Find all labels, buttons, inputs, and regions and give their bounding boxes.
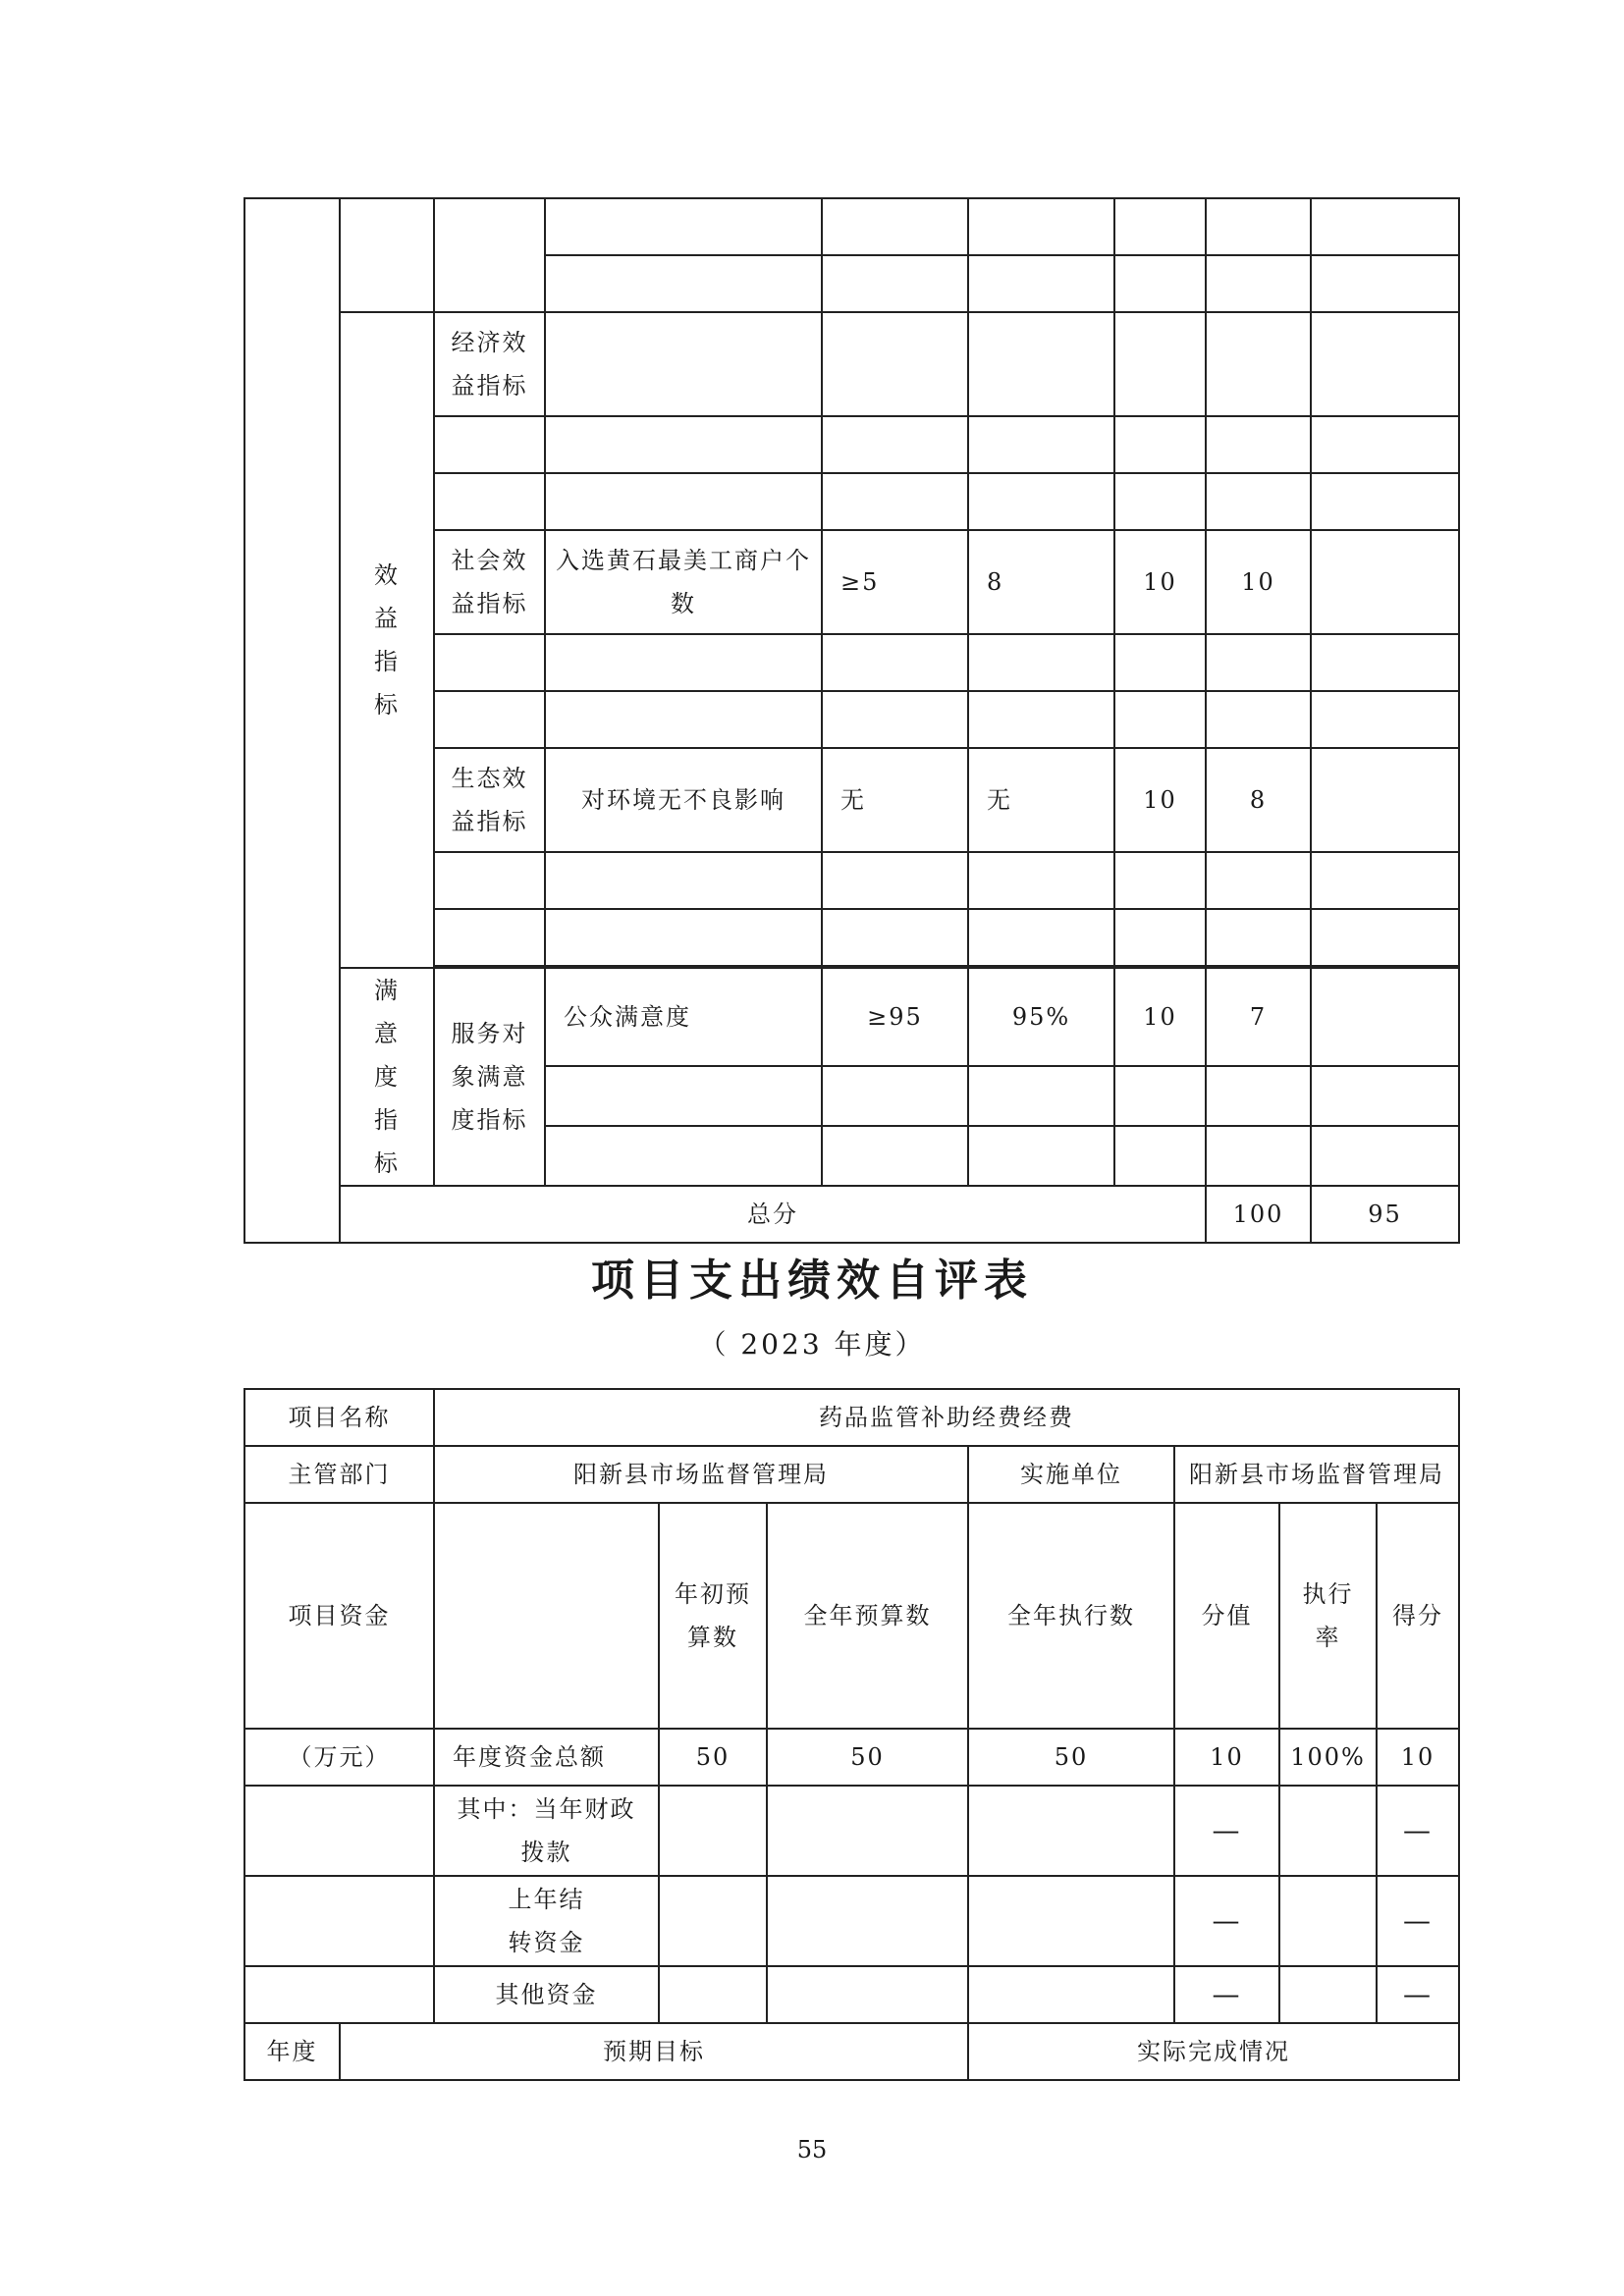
carryover-weight-dash: — <box>1174 1876 1279 1966</box>
impl-label: 实施单位 <box>968 1446 1174 1503</box>
year-label: 年度 <box>244 2023 340 2080</box>
total-label: 总分 <box>340 1186 1206 1243</box>
satisfaction-weight: 10 <box>1114 968 1206 1066</box>
table-row <box>244 1729 1459 1786</box>
expected-goal-label: 预期目标 <box>340 2023 968 2080</box>
satisfaction-indicator-label: 满意度指标 <box>340 968 434 1186</box>
dept-label: 主管部门 <box>244 1446 434 1503</box>
funds-label: 项目资金 <box>244 1503 434 1729</box>
social-actual: 8 <box>968 530 1114 634</box>
funds-unit: （万元） <box>244 1729 434 1786</box>
project-name: 药品监管补助经费经费 <box>434 1389 1459 1446</box>
level2-cell <box>340 198 434 312</box>
annual-total-weight: 10 <box>1174 1729 1279 1786</box>
satisfaction-target: ≥95 <box>822 968 968 1066</box>
table-row <box>244 1966 1459 2023</box>
level3-cell <box>434 198 545 312</box>
table-row <box>244 1786 1459 1876</box>
eco-benefit-label: 生态效益指标 <box>434 748 545 852</box>
eco-target: 无 <box>822 748 968 852</box>
carryover-funds-label: 上年结转资金 <box>434 1876 659 1966</box>
social-target: ≥5 <box>822 530 968 634</box>
col-exec-rate: 执行率 <box>1279 1503 1377 1729</box>
fiscal-funds-label: 其中：当年财政拨款 <box>434 1786 659 1876</box>
satisfaction-actual: 95% <box>968 968 1114 1066</box>
satisfaction-indicator: 公众满意度 <box>545 968 822 1066</box>
fiscal-weight-dash: — <box>1174 1786 1279 1876</box>
carryover-score-dash: — <box>1377 1876 1459 1966</box>
total-row <box>244 1186 1459 1243</box>
annual-total-initial: 50 <box>659 1729 767 1786</box>
impl-value: 阳新县市场监督管理局 <box>1174 1446 1459 1503</box>
performance-indicator-table <box>244 197 1460 1244</box>
col-score: 得分 <box>1377 1503 1459 1729</box>
service-satisfaction-label: 服务对象满意度指标 <box>434 968 545 1186</box>
col-annual-budget: 全年预算数 <box>767 1503 968 1729</box>
eco-indicator: 对环境无不良影响 <box>545 748 822 852</box>
fiscal-score-dash: — <box>1377 1786 1459 1876</box>
satisfaction-score: 7 <box>1206 968 1311 1066</box>
annual-total-score: 10 <box>1377 1729 1459 1786</box>
other-funds-label: 其他资金 <box>434 1966 659 2023</box>
actual-completion-label: 实际完成情况 <box>968 2023 1459 2080</box>
econ-benefit-label: 经济效益指标 <box>434 312 545 416</box>
page-number: 55 <box>796 2136 828 2163</box>
total-score: 95 <box>1311 1186 1459 1243</box>
annual-total-exec: 50 <box>968 1729 1174 1786</box>
benefit-indicator-label: 效益指标 <box>340 312 434 968</box>
other-score-dash: — <box>1377 1966 1459 2023</box>
social-benefit-label: 社会效益指标 <box>434 530 545 634</box>
total-weight: 100 <box>1206 1186 1311 1243</box>
social-score: 10 <box>1206 530 1311 634</box>
table-row <box>244 968 1459 1066</box>
col-annual-exec: 全年执行数 <box>968 1503 1174 1729</box>
other-weight-dash: — <box>1174 1966 1279 2023</box>
budget-execution-table <box>244 1388 1460 2081</box>
dept-value: 阳新县市场监督管理局 <box>434 1446 968 1503</box>
table-row <box>244 1876 1459 1966</box>
col-initial-budget: 年初预算数 <box>659 1503 767 1729</box>
eco-weight: 10 <box>1114 748 1206 852</box>
page-subtitle: （ 2023 年度） <box>698 1328 926 1361</box>
project-name-label: 项目名称 <box>244 1389 434 1446</box>
eco-actual: 无 <box>968 748 1114 852</box>
level1-cell <box>244 198 340 1243</box>
social-weight: 10 <box>1114 530 1206 634</box>
page-title: 项目支出绩效自评表 <box>591 1255 1033 1306</box>
annual-total-annual: 50 <box>767 1729 968 1786</box>
col-weight: 分值 <box>1174 1503 1279 1729</box>
social-indicator: 入选黄石最美工商户个数 <box>545 530 822 634</box>
annual-total-label: 年度资金总额 <box>434 1729 659 1786</box>
eco-score: 8 <box>1206 748 1311 852</box>
annual-total-rate: 100% <box>1279 1729 1377 1786</box>
